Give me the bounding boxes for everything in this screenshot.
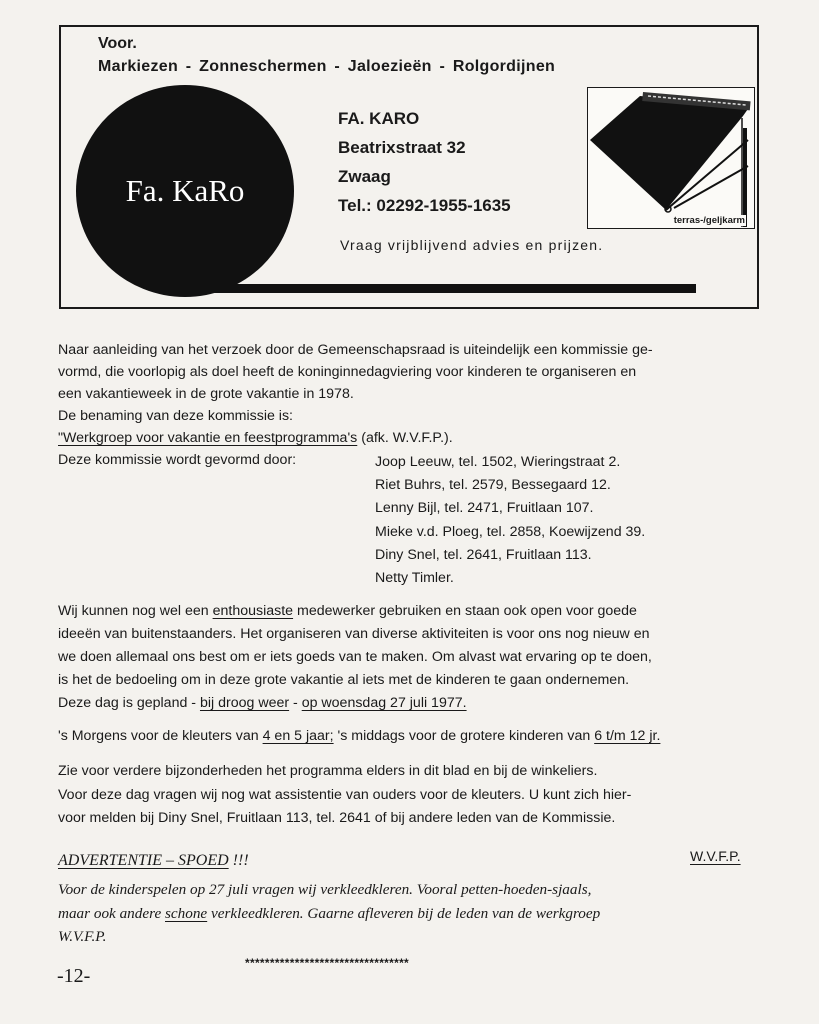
awning-caption: terras-/geljkarm [673,215,745,226]
member-item: Riet Buhrs, tel. 2579, Bessegaard 12. [375,477,611,494]
article-paragraph-2 [58,600,652,715]
committee-abbrev: (afk. W.V.F.P.). [361,430,453,446]
member-item: Joop Leeuw, tel. 1502, Wieringstraat 2. [375,454,621,470]
logo-text: Fa. KaRo [125,173,245,208]
company-city: Zwaag [338,167,391,186]
page-number: -12- [57,965,91,987]
ad-products: Markiezen - Zonneschermen - Jaloezieën - Rolgordijnen [98,58,556,75]
company-address [338,104,511,220]
paragraph-line: vormd, die voorlopig als doel heeft de koninginnedagviering voor kinderen te organiseren en [58,364,637,380]
karo-logo [76,85,294,297]
member-item: Lenny Bijl, tel. 2471, Fruitlaan 107. [375,500,594,517]
text-run: - [289,695,302,711]
underlined-text: schone [165,904,208,922]
underlined-text: enthousiaste [212,603,294,619]
company-phone: Tel.: 02292-1955-1635 [338,196,511,215]
member-list [375,451,645,590]
ad-intro: Voor. [98,35,137,52]
article-paragraph-3 [58,725,660,747]
awning-illustration [588,88,753,227]
separator-stars: ********************************* [245,956,410,970]
text-run: Wij kunnen nog wel een [58,603,213,619]
underlined-text: 4 en 5 jaar; [262,728,334,744]
text-run: verkleedkleren. Gaarne afleveren bij de leden van de werkgroep [207,904,601,922]
classified-exclaim: !!! [228,852,249,869]
committee-name-line [58,427,653,449]
paragraph-line: Zie voor verdere bijzonderheden het programma elders in dit blad en bij de winkeliers. [58,763,598,779]
classified-title-text: ADVERTENTIE – SPOED [58,852,229,869]
paragraph-line [58,692,652,715]
underlined-text: 6 t/m 12 jr. [594,728,661,744]
advertisement-box [59,25,759,309]
paragraph-line: Naar aanleiding van het verzoek door de Gemeenschapsraad is uiteindelijk een kommissie ge- [58,342,653,358]
text-run: Deze dag is gepland - [58,695,200,711]
text-run: maar ook andere [58,904,165,922]
member-item: Netty Timler. [375,570,454,587]
company-name: FA. KARO [338,109,420,128]
classified-line: Voor de kinderspelen op 27 juli vragen wij verkleedkleren. Vooral petten-hoeden-sjaals, [58,881,592,898]
formed-by-label: Deze kommissie wordt gevormd door: [58,452,297,468]
classified-line [58,902,768,926]
paragraph-line: De benaming van deze kommissie is: [58,408,293,424]
paragraph-line: voor melden bij Diny Snel, Fruitlaan 113, tel. 2641 of bij andere leden van de Kommissie. [58,810,616,826]
text-run: 's middags voor de grotere kinderen van [333,728,595,744]
paragraph-line [58,600,652,623]
underlined-text: op woensdag 27 juli 1977. [301,695,467,711]
text-run: 's Morgens voor de kleuters van [58,728,263,744]
committee-name: "Werkgroep voor vakantie en feestprogramma's [58,430,358,446]
text-run: medewerker gebruiken en staan ook open voor goede [293,603,637,619]
classified-signature: W.V.F.P. [690,848,741,864]
awning-image [587,87,755,229]
paragraph-line: ideeën van buitenstaanders. Het organiseren van diverse aktiviteiten is voor ons nog nieuw en [58,626,650,642]
classified-text [58,878,768,949]
logo-bar [185,284,696,293]
underlined-text: bij droog weer [199,695,290,711]
classified-title [58,852,249,870]
paragraph-line: Voor deze dag vragen wij nog wat assistentie van ouders voor de kleuters. U kunt zich hier- [58,786,632,803]
member-item: Diny Snel, tel. 2641, Fruitlaan 113. [375,546,592,563]
paragraph-line: is het de bedoeling om in deze grote vakantie al iets met de kinderen te gaan ondernemen. [58,672,630,688]
article-paragraph-4 [58,760,631,831]
paragraph-line: een vakantieweek in de grote vakantie in 1978. [58,386,354,402]
paragraph-line: we doen allemaal ons best om er iets goeds van te maken. Om alvast wat ervaring op te doen, [58,649,652,665]
advice-line: Vraag vrijblijvend advies en prijzen. [340,237,604,253]
classified-line: W.V.F.P. [58,928,107,945]
company-street: Beatrixstraat 32 [338,138,466,157]
member-item: Mieke v.d. Ploeg, tel. 2858, Koewijzend 39. [375,523,646,540]
